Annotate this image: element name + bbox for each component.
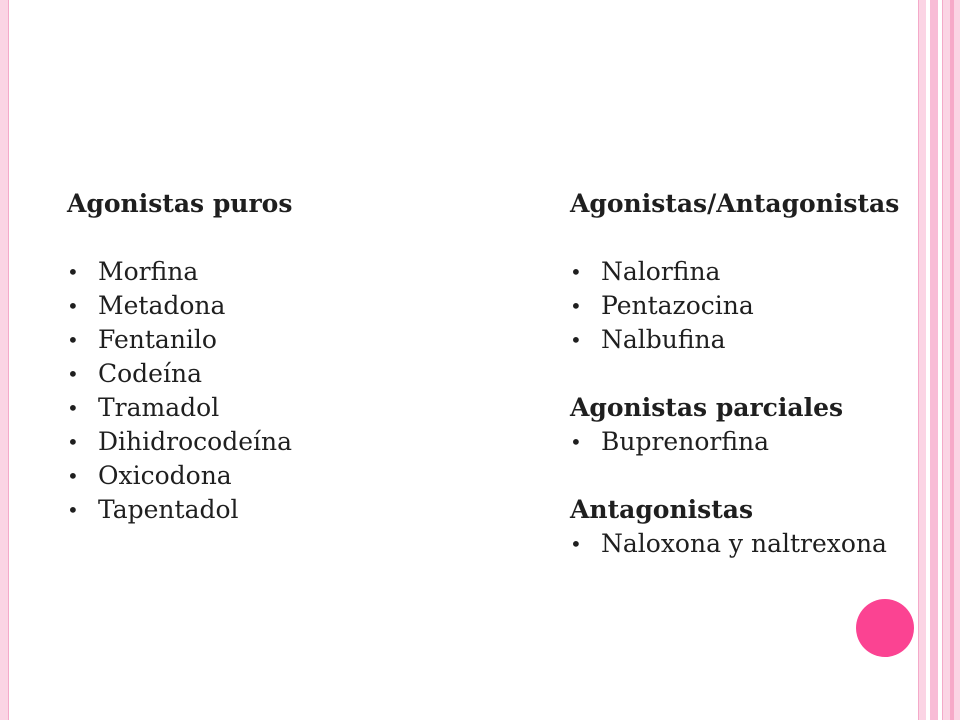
bullet-icon: • bbox=[67, 294, 79, 318]
list-item bbox=[67, 323, 487, 357]
list-item bbox=[67, 255, 487, 289]
list-item-label: Nalbufina bbox=[601, 325, 726, 354]
list-item bbox=[67, 357, 487, 391]
list-item-label: Tapentadol bbox=[98, 495, 239, 524]
list-item-label: Pentazocina bbox=[601, 291, 754, 320]
bullet-icon: • bbox=[570, 532, 582, 556]
list-item bbox=[570, 323, 910, 357]
bullet-icon: • bbox=[67, 498, 79, 522]
bullet-icon: • bbox=[67, 430, 79, 454]
heading-antagonistas: Antagonistas bbox=[570, 495, 754, 524]
list-item-label: Morfina bbox=[98, 257, 199, 286]
list-item bbox=[570, 289, 910, 323]
list-agonistas-parciales bbox=[570, 425, 910, 459]
left-column bbox=[67, 187, 487, 527]
list-item-label: Buprenorfina bbox=[601, 427, 770, 456]
list-item bbox=[67, 289, 487, 323]
bullet-icon: • bbox=[570, 430, 582, 454]
list-item-label: Nalorfina bbox=[601, 257, 721, 286]
spacer bbox=[570, 357, 910, 391]
right-column bbox=[570, 187, 910, 561]
list-item-label: Dihidrocodeína bbox=[98, 427, 292, 456]
list-item bbox=[67, 425, 487, 459]
list-item-label: Tramadol bbox=[98, 393, 220, 422]
bullet-icon: • bbox=[67, 362, 79, 386]
list-item bbox=[570, 255, 910, 289]
list-item-label: Oxicodona bbox=[98, 461, 232, 490]
heading-agonistas-puros: Agonistas puros bbox=[67, 189, 293, 218]
spacer bbox=[67, 221, 487, 255]
list-item-label: Naloxona y naltrexona bbox=[601, 529, 887, 558]
bullet-icon: • bbox=[67, 328, 79, 352]
list-antagonistas bbox=[570, 527, 910, 561]
heading-agonistas-antagonistas: Agonistas/Antagonistas bbox=[570, 189, 900, 218]
heading-agonistas-parciales: Agonistas parciales bbox=[570, 393, 844, 422]
bullet-icon: • bbox=[570, 294, 582, 318]
list-item-label: Codeína bbox=[98, 359, 202, 388]
list-item-label: Metadona bbox=[98, 291, 226, 320]
list-item bbox=[67, 459, 487, 493]
bullet-icon: • bbox=[67, 396, 79, 420]
spacer bbox=[570, 221, 910, 255]
list-item bbox=[67, 493, 487, 527]
list-item bbox=[570, 425, 910, 459]
bullet-icon: • bbox=[67, 464, 79, 488]
list-item bbox=[67, 391, 487, 425]
list-agonistas-puros bbox=[67, 255, 487, 527]
bullet-icon: • bbox=[570, 328, 582, 352]
slide-frame-right-middle bbox=[930, 0, 938, 720]
list-item bbox=[570, 527, 910, 561]
pink-circle-icon bbox=[856, 599, 914, 657]
spacer bbox=[570, 459, 910, 493]
slide-frame-right-inner bbox=[918, 0, 926, 720]
slide-frame-left bbox=[0, 0, 9, 720]
bullet-icon: • bbox=[570, 260, 582, 284]
bullet-icon: • bbox=[67, 260, 79, 284]
list-agonistas-antagonistas bbox=[570, 255, 910, 357]
list-item-label: Fentanilo bbox=[98, 325, 217, 354]
slide-frame-right-stripe bbox=[950, 0, 954, 720]
